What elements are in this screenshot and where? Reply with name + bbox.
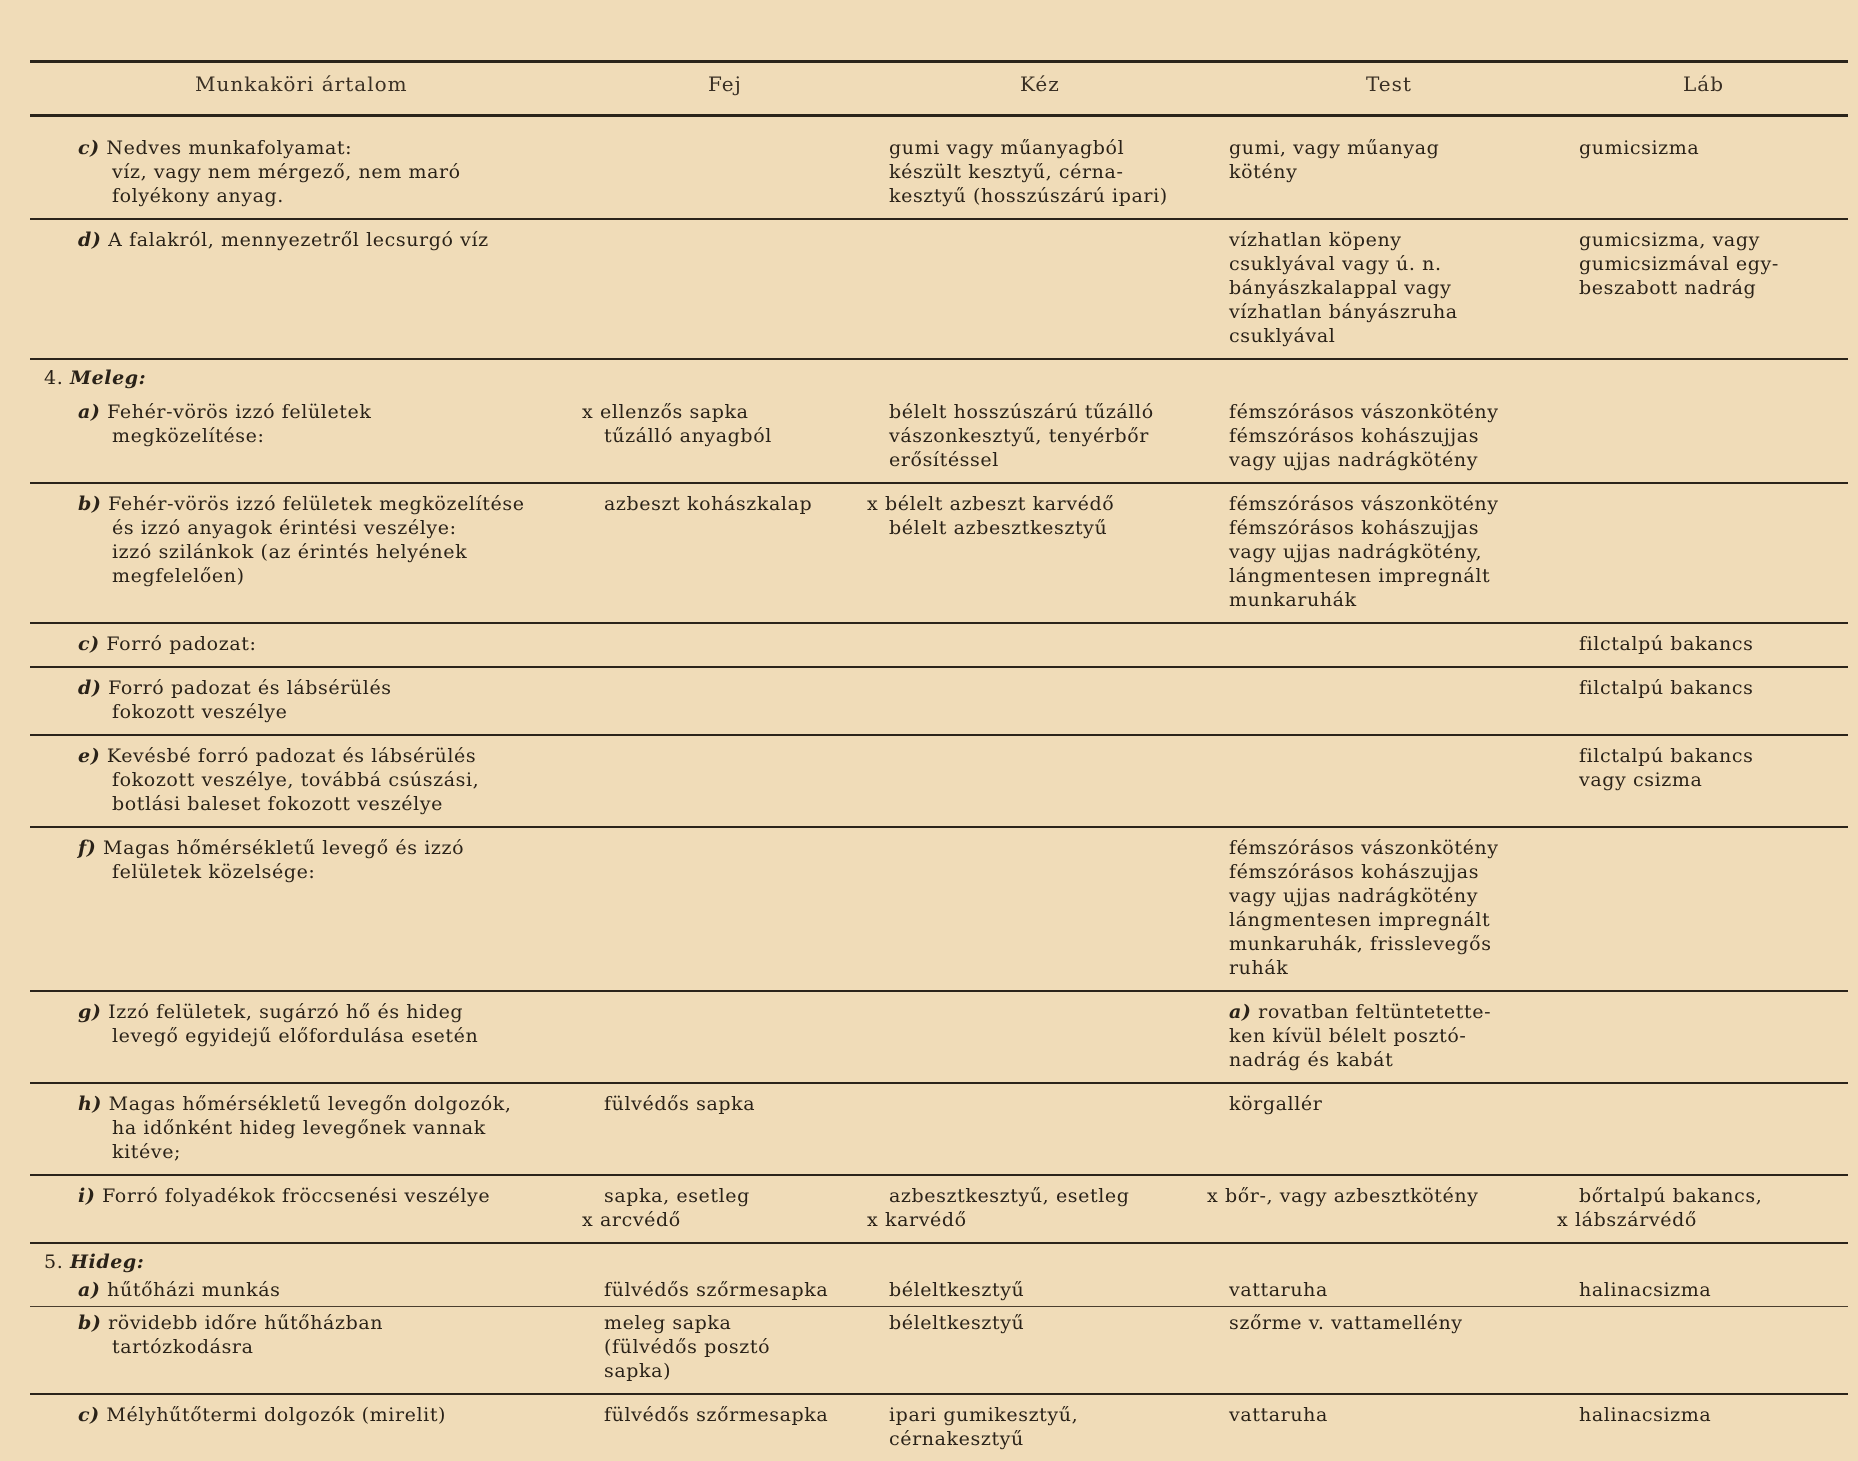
hazard-text: Fehér-vörös izzó felületek megközelítése: [108, 493, 525, 515]
row-letter: i): [78, 1185, 96, 1207]
hazard-cell: [30, 1175, 600, 1243]
head-text: (fülvédős posztó: [604, 1336, 771, 1358]
foot-text: bőrtalpú bakancs,: [1579, 1185, 1763, 1207]
body-text: rovatban feltüntetette-: [1258, 1001, 1492, 1023]
hand-cell: [885, 1083, 1225, 1175]
body-cell: [1225, 735, 1575, 827]
foot-cell: [1575, 1394, 1848, 1461]
hand-text: karvédő: [884, 1209, 967, 1231]
x-mark: x: [867, 493, 879, 515]
hazard-text: kitéve;: [112, 1141, 182, 1163]
body-cell: [1207, 1175, 1575, 1243]
hazard-text: Forró folyadékok fröccsenési veszélye: [102, 1185, 491, 1207]
hazard-cell: [30, 128, 600, 219]
foot-text: filctalpú bakancs: [1579, 633, 1754, 655]
row-letter: b): [78, 493, 102, 515]
foot-text: filctalpú bakancs: [1579, 677, 1754, 699]
body-text: munkaruhák: [1229, 589, 1357, 611]
row-letter: h): [78, 1093, 103, 1115]
row-letter: d): [78, 677, 102, 699]
hazard-cell: [30, 1394, 600, 1461]
foot-cell: [1575, 483, 1848, 623]
hand-text: béleltkesztyű: [889, 1279, 1025, 1301]
body-cell: [1225, 392, 1575, 483]
hand-cell: [885, 392, 1225, 483]
hand-text: vászonkesztyű, tenyérbőr: [889, 425, 1149, 447]
head-cell: [600, 1394, 885, 1461]
body-text: vagy ujjas nadrágkötény: [1229, 449, 1479, 471]
foot-cell: [1575, 128, 1848, 219]
table-row: [30, 1175, 1848, 1243]
hazard-cell: [30, 1083, 600, 1175]
head-text: azbeszt kohászkalap: [604, 493, 813, 515]
section-heading-row: [30, 359, 1848, 392]
head-cell: [600, 1307, 885, 1395]
hazard-text: Mélyhűtőtermi dolgozók (mirelit): [106, 1404, 447, 1426]
row-letter: f): [78, 837, 97, 859]
hazard-cell: [30, 219, 600, 359]
body-text: lángmentesen impregnált: [1229, 909, 1491, 931]
head-cell: [600, 1083, 885, 1175]
row-letter: a): [78, 401, 101, 423]
hand-text: bélelt hosszúszárú tűzálló: [889, 401, 1154, 423]
x-mark: x: [582, 401, 594, 423]
body-cell: [1225, 623, 1575, 667]
body-text: vagy ujjas nadrágkötény,: [1229, 541, 1483, 563]
body-text: körgallér: [1229, 1093, 1323, 1115]
section-number: 5.: [44, 1251, 64, 1273]
foot-text: beszabott nadrág: [1579, 277, 1757, 299]
hand-cell: [867, 1175, 1225, 1243]
row-letter: b): [78, 1312, 102, 1334]
head-text: sapka): [604, 1360, 672, 1382]
table-row: [30, 1307, 1848, 1395]
hazard-cell: [30, 623, 600, 667]
col-header-head: Fej: [708, 72, 742, 96]
head-cell: [600, 735, 885, 827]
body-cell: [1225, 1276, 1575, 1307]
table-row: [30, 827, 1848, 991]
hand-text: bélelt azbesztkesztyű: [889, 517, 1108, 539]
head-text: meleg sapka: [604, 1312, 732, 1334]
body-text: vattaruha: [1229, 1404, 1328, 1426]
col-header-hand: Kéz: [1020, 72, 1060, 96]
hazard-text: Kevésbé forró padozat és lábsérülés: [106, 745, 477, 767]
hand-cell: [885, 667, 1225, 735]
foot-text: gumicsizma, vagy: [1579, 229, 1760, 251]
body-text: nadrág és kabát: [1229, 1049, 1394, 1071]
head-cell: [600, 623, 885, 667]
body-text: vízhatlan bányászruha: [1229, 301, 1458, 323]
x-mark: x: [1207, 1185, 1219, 1207]
row-letter: g): [78, 1001, 102, 1023]
body-text: vagy ujjas nadrágkötény: [1229, 885, 1479, 907]
head-cell: [582, 392, 885, 483]
row-letter: c): [78, 1404, 100, 1426]
x-mark: x: [1557, 1209, 1569, 1231]
body-text: szőrme v. vattamellény: [1229, 1312, 1463, 1334]
head-cell: [600, 991, 885, 1083]
hazard-text: levegő egyidejű előfordulása esetén: [112, 1025, 479, 1047]
hazard-text: Nedves munkafolyamat:: [106, 137, 353, 159]
hazard-text: A falakról, mennyezetről lecsurgó víz: [108, 229, 489, 251]
head-text: fülvédős szőrmesapka: [604, 1404, 829, 1426]
body-text: bőr-, vagy azbesztkötény: [1224, 1185, 1479, 1207]
body-text: vattaruha: [1229, 1279, 1328, 1301]
hazard-text: Fehér-vörös izzó felületek: [107, 401, 372, 423]
hazard-text: Forró padozat:: [106, 633, 257, 655]
body-text: fémszórásos kohászujjas: [1229, 861, 1480, 883]
foot-cell: [1575, 219, 1848, 359]
hazard-text: megfelelően): [112, 565, 245, 587]
head-cell: [600, 219, 885, 359]
table-row: [30, 1276, 1848, 1307]
header-top-rule: [30, 60, 1848, 63]
protective-equipment-table: [30, 128, 1848, 1461]
foot-cell: [1575, 991, 1848, 1083]
body-cell: [1225, 827, 1575, 991]
head-cell: [600, 128, 885, 219]
section-heading: [30, 359, 1848, 392]
body-cell: [1225, 1307, 1575, 1395]
foot-cell: [1575, 1276, 1848, 1307]
hand-text: cérnakesztyű: [889, 1428, 1024, 1450]
hand-text: erősítéssel: [889, 449, 999, 471]
body-cell: [1225, 1394, 1575, 1461]
body-text: vízhatlan köpeny: [1229, 229, 1402, 251]
head-text: sapka, esetleg: [604, 1185, 750, 1207]
body-cell: [1225, 483, 1575, 623]
hazard-text: Izzó felületek, sugárzó hő és hideg: [108, 1001, 464, 1023]
foot-cell: [1575, 1083, 1848, 1175]
head-cell: [582, 1175, 885, 1243]
body-text: lángmentesen impregnált: [1229, 565, 1491, 587]
foot-cell: [1575, 1307, 1848, 1395]
hazard-cell: [30, 735, 600, 827]
body-text: csuklyával: [1229, 325, 1336, 347]
body-text: fémszórásos kohászujjas: [1229, 517, 1480, 539]
row-letter: e): [78, 745, 101, 767]
head-text: fülvédős sapka: [604, 1093, 756, 1115]
hand-cell: [885, 1307, 1225, 1395]
body-cell: [1225, 991, 1575, 1083]
hazard-text: botlási baleset fokozott veszélye: [112, 793, 444, 815]
hazard-text: Magas hőmérsékletű levegőn dolgozók,: [108, 1093, 512, 1115]
body-text: fémszórásos vászonkötény: [1229, 837, 1499, 859]
body-cell: [1225, 128, 1575, 219]
hazard-cell: [30, 483, 600, 623]
foot-text: halinacsizma: [1579, 1404, 1712, 1426]
hazard-text: és izzó anyagok érintési veszélye:: [112, 517, 457, 539]
body-cell: [1225, 219, 1575, 359]
foot-cell: [1575, 667, 1848, 735]
table-row: [30, 128, 1848, 219]
head-cell: [600, 483, 885, 623]
foot-text: lábszárvédő: [1574, 1209, 1697, 1231]
hand-cell: [885, 1276, 1225, 1307]
hazard-text: Magas hőmérsékletű levegő és izzó: [103, 837, 465, 859]
x-mark: x: [867, 1209, 879, 1231]
table-row: [30, 1083, 1848, 1175]
x-mark: x: [582, 1209, 594, 1231]
body-text: gumi, vagy műanyag: [1229, 137, 1440, 159]
body-text: fémszórásos vászonkötény: [1229, 401, 1499, 423]
header-bottom-rule: [30, 114, 1848, 117]
hand-cell: [885, 1394, 1225, 1461]
foot-text: vagy csizma: [1579, 769, 1703, 791]
head-text: fülvédős szőrmesapka: [604, 1279, 829, 1301]
hazard-text: felületek közelsége:: [112, 861, 316, 883]
table-row: [30, 991, 1848, 1083]
hand-cell: [867, 483, 1225, 623]
hazard-text: rövidebb időre hűtőházban: [108, 1312, 384, 1334]
body-text: bányászkalappal vagy: [1229, 277, 1452, 299]
col-header-hazard: Munkaköri ártalom: [195, 72, 408, 96]
section-heading-row: [30, 1243, 1848, 1276]
hazard-text: fokozott veszélye, továbbá csúszási,: [112, 769, 480, 791]
foot-text: gumicsizma: [1579, 137, 1700, 159]
foot-cell: [1575, 392, 1848, 483]
row-letter: c): [78, 137, 100, 159]
foot-text: filctalpú bakancs: [1579, 745, 1754, 767]
row-letter: d): [78, 229, 102, 251]
head-text: arcvédő: [599, 1209, 681, 1231]
table-row: [30, 1394, 1848, 1461]
head-cell: [600, 1276, 885, 1307]
table-row: [30, 735, 1848, 827]
hazard-text: tartózkodásra: [112, 1336, 254, 1358]
hand-cell: [885, 128, 1225, 219]
hazard-cell: [30, 1307, 600, 1395]
body-text: fémszórásos vászonkötény: [1229, 493, 1499, 515]
row-letter: c): [78, 633, 100, 655]
hand-cell: [885, 735, 1225, 827]
hazard-text: ha időnként hideg levegőnek vannak: [112, 1117, 486, 1139]
body-text: csuklyával vagy ú. n.: [1229, 253, 1442, 275]
hand-cell: [885, 623, 1225, 667]
table-row: [30, 392, 1848, 483]
table-row: [30, 219, 1848, 359]
col-header-body: Test: [1366, 72, 1412, 96]
section-heading: [30, 1243, 1848, 1276]
row-letter: a): [1229, 1001, 1252, 1023]
table-row: [30, 667, 1848, 735]
head-cell: [600, 827, 885, 991]
foot-cell: [1575, 623, 1848, 667]
hand-text: kesztyű (hosszúszárú ipari): [889, 185, 1168, 207]
hand-cell: [885, 991, 1225, 1083]
section-title: Meleg:: [69, 367, 147, 389]
hazard-text: megközelítése:: [112, 425, 265, 447]
hazard-cell: [30, 827, 600, 991]
hazard-text: fokozott veszélye: [112, 701, 288, 723]
hand-text: ipari gumikesztyű,: [889, 1404, 1079, 1426]
section-title: Hideg:: [69, 1251, 145, 1273]
hand-text: készült kesztyű, cérna-: [889, 161, 1124, 183]
hand-text: gumi vagy műanyagból: [889, 137, 1125, 159]
hand-text: béleltkesztyű: [889, 1312, 1025, 1334]
hazard-text: víz, vagy nem mérgező, nem maró: [112, 161, 461, 183]
table-row: [30, 483, 1848, 623]
hazard-cell: [30, 991, 600, 1083]
section-number: 4.: [44, 367, 64, 389]
head-text: tűzálló anyagból: [604, 425, 772, 447]
hazard-cell: [30, 667, 600, 735]
hazard-text: izzó szilánkok (az érintés helyének: [112, 541, 468, 563]
body-text: ruhák: [1229, 957, 1289, 979]
hazard-text: folyékony anyag.: [112, 185, 284, 207]
body-text: ken kívül bélelt posztó-: [1229, 1025, 1467, 1047]
hazard-text: hűtőházi munkás: [107, 1279, 281, 1301]
foot-text: halinacsizma: [1579, 1279, 1712, 1301]
row-letter: a): [78, 1279, 101, 1301]
body-text: kötény: [1229, 161, 1298, 183]
head-cell: [600, 667, 885, 735]
hazard-text: Forró padozat és lábsérülés: [108, 677, 392, 699]
table-row: [30, 623, 1848, 667]
hand-cell: [885, 827, 1225, 991]
hazard-cell: [30, 392, 600, 483]
foot-text: gumicsizmával egy-: [1579, 253, 1779, 275]
body-text: fémszórásos kohászujjas: [1229, 425, 1480, 447]
body-text: munkaruhák, frisslevegős: [1229, 933, 1492, 955]
head-text: ellenzős sapka: [599, 401, 749, 423]
body-cell: [1225, 667, 1575, 735]
foot-cell: [1557, 1175, 1848, 1243]
hand-text: azbesztkesztyű, esetleg: [889, 1185, 1130, 1207]
hazard-cell: [30, 1276, 600, 1307]
hand-cell: [885, 219, 1225, 359]
body-cell: [1225, 1083, 1575, 1175]
foot-cell: [1575, 735, 1848, 827]
col-header-foot: Láb: [1683, 72, 1725, 96]
foot-cell: [1575, 827, 1848, 991]
hand-text: bélelt azbeszt karvédő: [884, 493, 1115, 515]
